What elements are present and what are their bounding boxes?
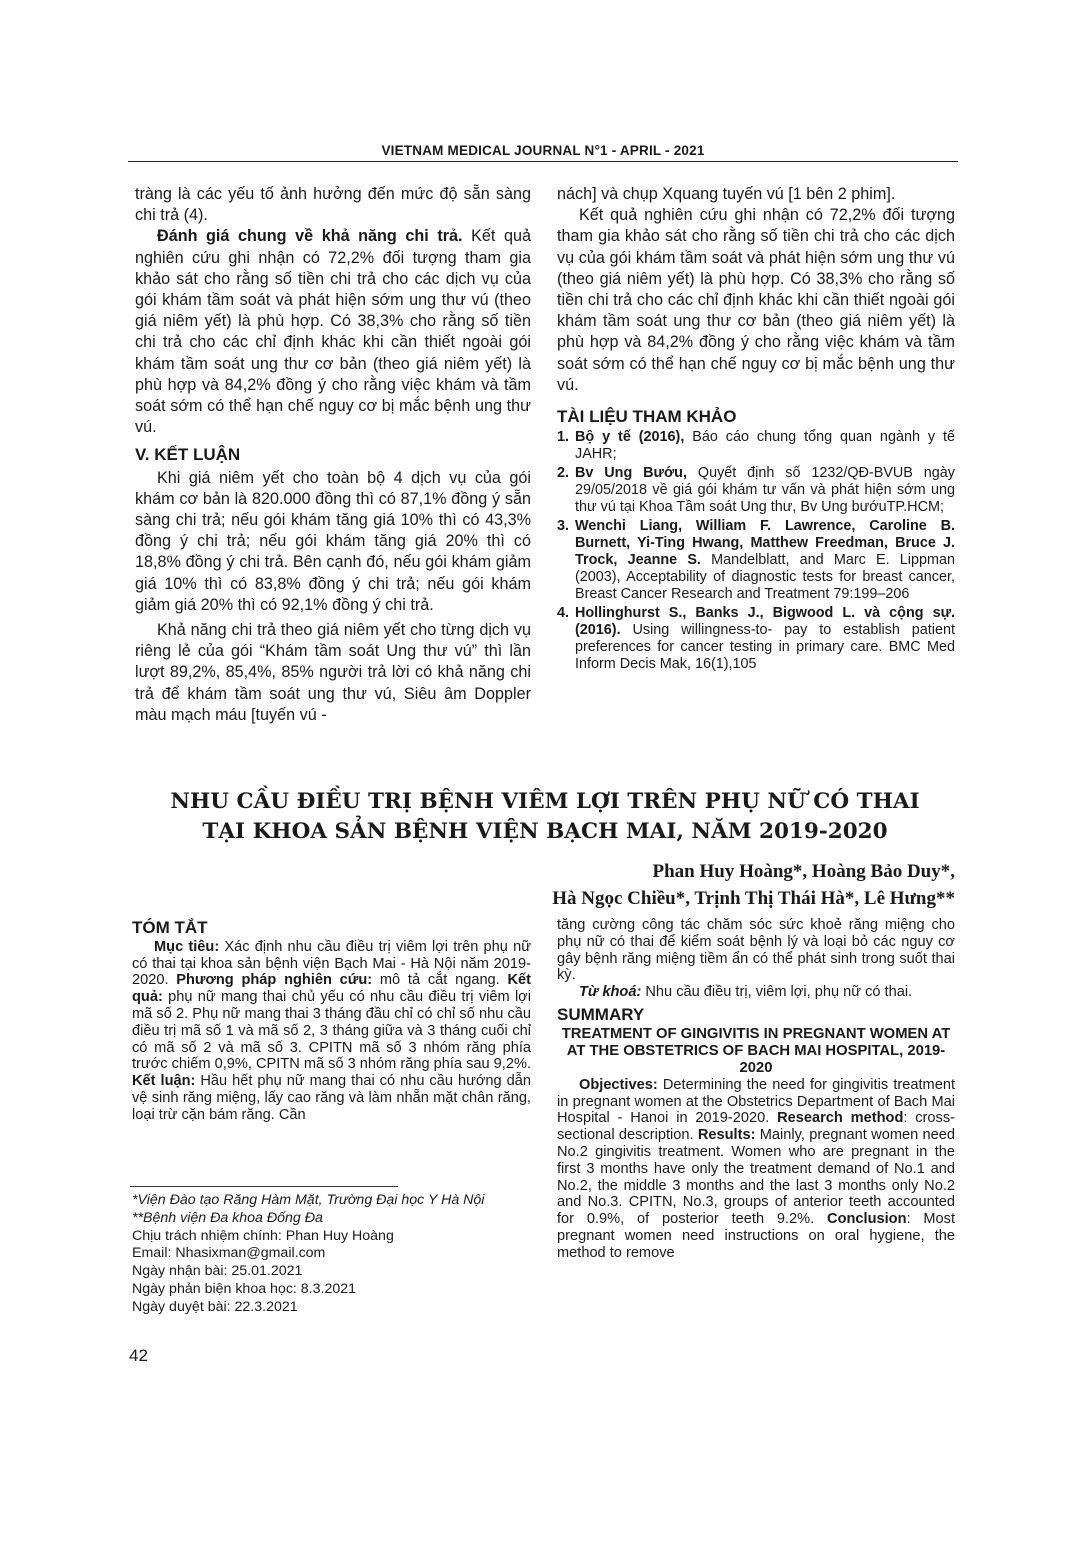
references-heading: TÀI LIỆU THAM KHẢO [557,407,737,427]
summary-body: Objectives: Determining the need for gingivitis treatment in pregnant women at the Obstetrics Department of Bach Mai Hospital - Hanoi in 2019-2020. Research method: cross-sectional description. Results: Mainly, pregnant women need No.2 gingivitis treatment. Women who are pregnant in the first 3 months have only the treatment demand of No.1 and No.2, the middle 3 months and the last 3 months only No.2 and No.3. CPITN, No.3, groups of anterior teeth accounted for 0.9%, of posterior teeth 9.2%. Conclusion: Most pregnant women need instructions on oral hygiene, the method to remove [557,1076,956,1261]
email: Email: Nhasixman@gmail.com [132,1245,326,1262]
abstract-continuation [557,917,955,1262]
right-paragraph-1: nách] và chụp Xquang tuyến vú [1 bên 2 phim]. [557,185,896,203]
section-conclusion-heading: V. KẾT LUẬN [135,445,241,465]
corresponding-author: Chịu trách nhiệm chính: Phan Huy Hoàng [132,1227,394,1244]
assessment-lead: Đánh giá chung về khả năng chi trả. [157,227,463,246]
page-number: 42 [129,1346,148,1365]
journal-header: VIETNAM MEDICAL JOURNAL N°1 - APRIL - 2021 [381,143,705,158]
footnotes [132,1192,532,1317]
reference-list [557,429,955,673]
accepted-date: Ngày duyệt bài: 22.3.2021 [132,1298,298,1315]
article-title-line-1: NHU CẦU ĐIỀU TRỊ BỆNH VIÊM LỢI TRÊN PHỤ NỮ CÓ THAI [170,789,920,814]
assessment-body: Kết quả nghiên cứu ghi nhận có 72,2% đối tượng tham gia khảo sát cho rằng số tiền chi trả cho các dịch vụ của gói khám tầm soát và phát hiện sớm ung thư vú (theo giá niêm yết) là phù hợp. Có 38,3% cho rằng số tiền chi trả cho các chỉ định khác khi cần thiết ngoài gói khám tầm soát ung thư cơ bản (theo giá niêm yết) là phù hợp và 84,2% đồng ý cho rằng việc khám và tầm soát sớm có thể hạn chế nguy cơ bị mắc bệnh ung thư vú. [135,227,531,437]
left-paragraph-1: tràng là các yếu tố ảnh hưởng đến mức độ sẵn sàng chi trả (4). [135,185,531,225]
reference-item: 1. Bộ y tế (2016), Báo cáo chung tổng quan ngành y tế JAHR; [557,429,955,463]
left-column [135,184,531,726]
footnote-rule [130,1186,398,1187]
left-paragraph-2 [135,226,531,438]
reference-item: 4. Hollinghurst S., Banks J., Bigwood L. và cộng sự. (2016). Using willingness-to- pay to establish patient preferences for cancer testing in primary care. BMC Med Inform Decis Mak, 16(1),105 [557,605,955,673]
abstract-body: Mục tiêu: Xác định nhu cầu điều trị viêm lợi trên phụ nữ có thai tại khoa sản bệnh viện Bạch Mai - Hà Nội năm 2019-2020. Phương pháp nghiên cứu: mô tả cắt ngang. Kết quả: phụ nữ mang thai chủ yếu có nhu cầu điều trị viêm lợi mã số 2. Phụ nữ mang thai 3 tháng đầu chỉ có chỉ số nhu cầu điều trị mã số 1 và mã số 2, 3 tháng giữa và 3 tháng cuối chỉ có mã số 2 và mã số 3. CPITN mã số 3 nhóm răng phía trước chiếm 0,9%, CPITN mã số 3 nhóm răng phía sau 9,2%. Kết luận: Hầu hết phụ nữ mang thai có nhu cầu hướng dẫn vệ sinh răng miệng, lấy cao răng và làm nhẵn mặt chân răng, loại trừ cặn bám răng. Cần [132,938,532,1123]
authors-line-1: Phan Huy Hoàng*, Hoàng Bảo Duy*, [652,861,955,882]
authors-line-2: Hà Ngọc Chiều*, Trịnh Thị Thái Hà*, Lê Hưng** [552,888,955,909]
affiliation-1: *Viện Đào tạo Răng Hàm Mặt, Trường Đại học Y Hà Nội [132,1192,485,1208]
header-rule [128,161,958,162]
review-date: Ngày phản biện khoa học: 8.3.2021 [132,1280,357,1297]
left-paragraph-4: Khả năng chi trả theo giá niêm yết cho từng dịch vụ riêng lẻ của gói “Khám tầm soát Ung thư vú” thì lần lượt 89,2%, 85,4%, 85% người trả lời có khả năng chi trả để khám tầm soát ung thư vú, Siêu âm Doppler màu mạch máu [tuyến vú - [135,621,531,724]
reference-item: 3. Wenchi Liang, William F. Lawrence, Caroline B. Burnett, Yi-Ting Hwang, Matthew Freedman, Bruce J. Trock, Jeanne S. Mandelblatt, and Marc E. Lippman (2003), Acceptability of diagnostic tests for breast cancer, Breast Cancer Research and Treatment 79:199–206 [557,518,955,603]
reference-item: 2. Bv Ung Bướu, Quyết định số 1232/QĐ-BVUB ngày 29/05/2018 về giá gói khám tư vấn và phát hiện sớm ung thư vú tại Khoa Tầm soát Ung thư, Bv Ung bướuTP.HCM; [557,465,956,516]
abstract-vietnamese [132,920,531,1124]
affiliation-2: **Bệnh viện Đa khoa Đống Đa [132,1209,323,1226]
summary-title: TREATMENT OF GINGIVITIS IN PREGNANT WOMEN AT AT THE OBSTETRICS OF BACH MAI HOSPITAL, 2019-2020 [561,1025,951,1076]
right-paragraph-2: Kết quả nghiên cứu ghi nhận có 72,2% đối tượng tham gia khảo sát cho rằng số tiền chi trả cho các dịch vụ của gói khám tầm soát và phát hiện sớm ung thư vú (theo giá niêm yết) là phù hợp. Có 38,3% cho rằng số tiền chi trả cho các chỉ định khác khi cần thiết ngoài gói khám tầm soát ung thư cơ bản (theo giá niêm yết) là phù hợp và 84,2% đồng ý cho rằng việc khám và tầm soát sớm có thể hạn chế nguy cơ bị mắc bệnh ung thư vú. [557,206,955,394]
abstract-continuation-text: tăng cường công tác chăm sóc sức khoẻ răng miệng cho phụ nữ có thai để kiểm soát bệnh lý và loại bỏ các nguy cơ gây bệnh răng miệng tiềm ẩn có thể phát sinh trong suốt thai kỳ. [557,917,955,984]
received-date: Ngày nhận bài: 25.01.2021 [132,1263,303,1280]
left-paragraph-3: Khi giá niêm yết cho toàn bộ 4 dịch vụ của gói khám cơ bản là 820.000 đồng thì có 87,1% đồng ý sẵn sàng chi trả; nếu gói khám tăng giá 10% thì có 43,3% đồng ý chi trả; nếu gói khám tăng giá 20% thì có 18,8% đồng ý chi trả. Bên cạnh đó, nếu gói khám giảm giá 10% thì có 83,8% đồng ý chi trả; nếu gói khám giảm giá 20% thì có 92,1% đồng ý chi trả. [135,468,531,614]
summary-heading: SUMMARY [557,1004,645,1024]
abstract-heading: TÓM TẮT [132,918,208,937]
article-title-line-2: TẠI KHOA SẢN BỆNH VIỆN BẠCH MAI, NĂM 2019-2020 [202,819,888,844]
keywords: Từ khoá: Nhu cầu điều trị, viêm lợi, phụ nữ có thai. [579,984,913,1001]
right-column [557,184,955,675]
